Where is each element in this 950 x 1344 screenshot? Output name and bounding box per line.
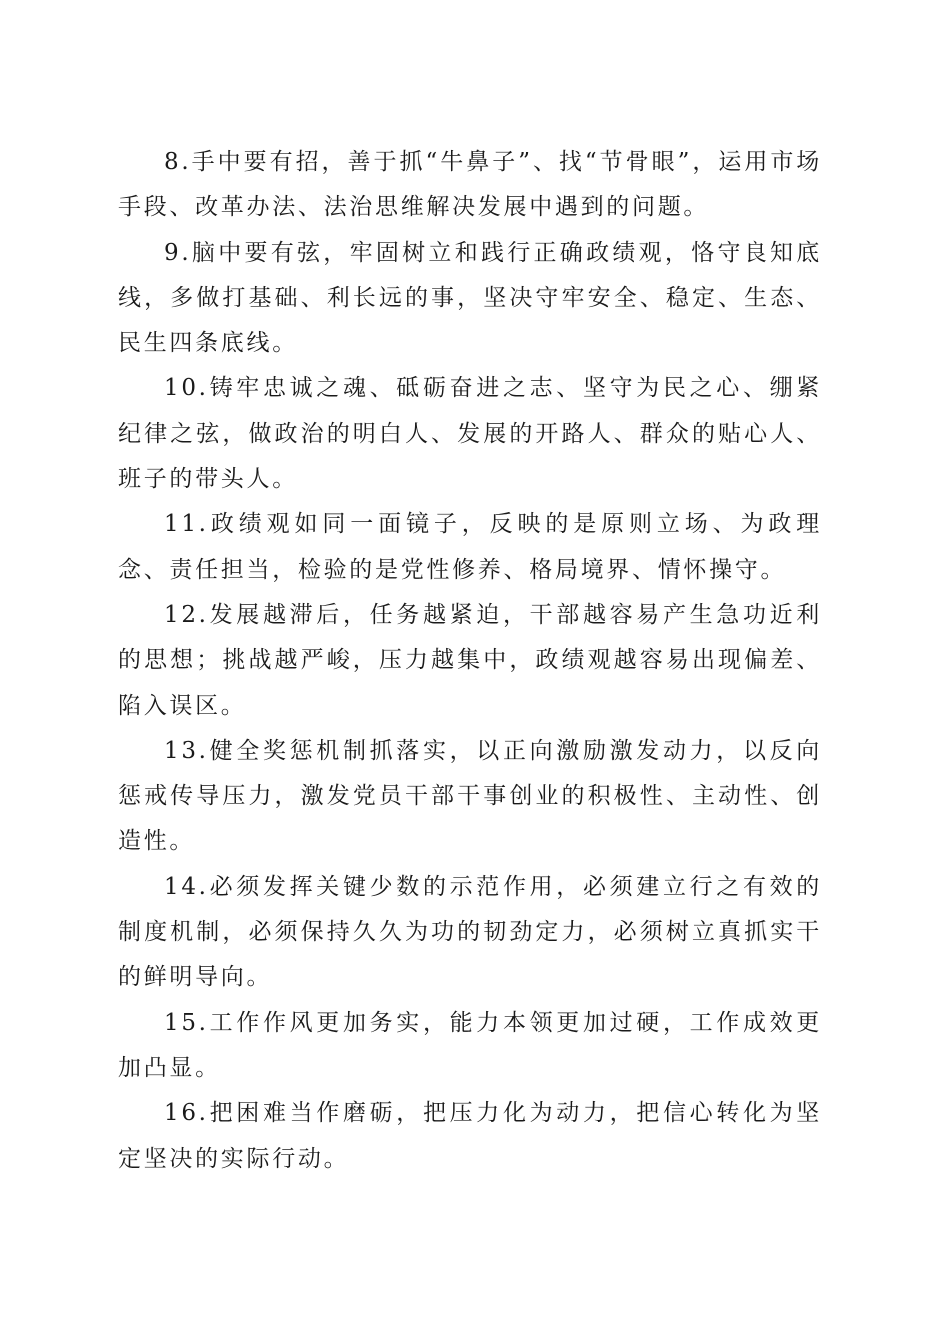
paragraph-14: 14.必须发挥关键少数的示范作用，必须建立行之有效的制度机制，必须保持久久为功的韧劲定力，必须树立真抓实干的鲜明导向。 — [118, 873, 822, 991]
paragraph-10: 10.铸牢忠诚之魂、砥砺奋进之志、坚守为民之心、绷紧纪律之弦，做政治的明白人、发展的开路人、群众的贴心人、班子的带头人。 — [118, 375, 822, 493]
paragraph-16: 16.把困难当作磨砺，把压力化为动力，把信心转化为坚定坚决的实际行动。 — [118, 1100, 822, 1172]
paragraph-11: 11.政绩观如同一面镜子，反映的是原则立场、为政理念、责任担当，检验的是党性修养、格局境界、情怀操守。 — [118, 511, 822, 583]
document-page — [118, 140, 822, 1182]
paragraph-15: 15.工作作风更加务实，能力本领更加过硬，工作成效更加凸显。 — [118, 1009, 822, 1081]
paragraph-8: 8.手中要有招，善于抓“牛鼻子”、找“节骨眼”，运用市场手段、改革办法、法治思维解决发展中遇到的问题。 — [118, 149, 822, 221]
paragraph-13: 13.健全奖惩机制抓落实，以正向激励激发动力，以反向惩戒传导压力，激发党员干部干事创业的积极性、主动性、创造性。 — [118, 737, 822, 855]
paragraph-12: 12.发展越滞后，任务越紧迫，干部越容易产生急功近利的思想；挑战越严峻，压力越集中，政绩观越容易出现偏差、陷入误区。 — [118, 601, 822, 719]
paragraph-9: 9.脑中要有弦，牢固树立和践行正确政绩观，恪守良知底线，多做打基础、利长远的事，坚决守牢安全、稳定、生态、民生四条底线。 — [118, 239, 822, 357]
